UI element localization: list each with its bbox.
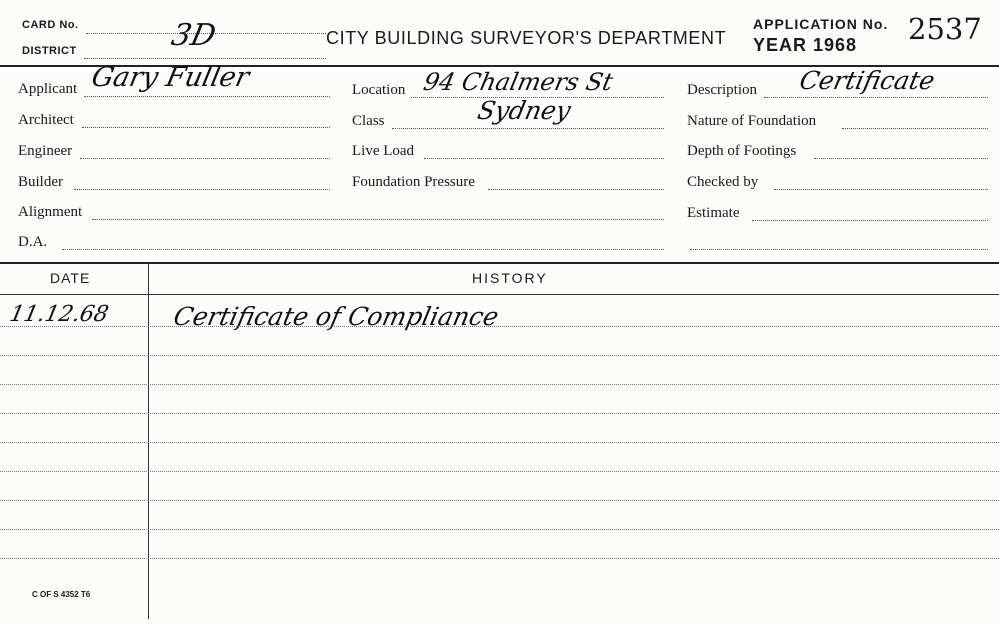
depth-of-footings-line xyxy=(814,158,988,159)
history-header-border xyxy=(0,294,999,295)
application-no-value: 2537 xyxy=(908,12,982,46)
history-entry-text: Certificate of Compliance xyxy=(170,302,502,331)
foundation-pressure-line xyxy=(488,189,664,190)
alignment-line xyxy=(92,219,664,220)
architect-line xyxy=(82,127,330,128)
history-header: HISTORY xyxy=(472,270,548,286)
da-line xyxy=(62,249,664,250)
year-label: YEAR 1968 xyxy=(753,35,858,55)
checked-by-line xyxy=(774,189,988,190)
description-label: Description xyxy=(687,82,757,98)
depth-of-footings-label: Depth of Footings xyxy=(687,143,797,159)
history-row-line xyxy=(0,471,999,472)
description-value: Certificate xyxy=(796,66,938,95)
applicant-value: Gary Fuller xyxy=(88,62,252,93)
estimate-line xyxy=(752,220,988,221)
class-label: Class xyxy=(352,113,385,129)
card-no-label: CARD No. xyxy=(22,19,79,31)
history-row-line xyxy=(0,500,999,501)
history-row-line xyxy=(0,326,999,327)
date-header: DATE xyxy=(50,270,91,286)
checked-by-label: Checked by xyxy=(687,174,759,190)
builder-label: Builder xyxy=(18,174,63,190)
nature-of-foundation-line xyxy=(842,128,988,129)
alignment-label: Alignment xyxy=(18,204,83,220)
applicant-label: Applicant xyxy=(18,81,78,97)
district-line xyxy=(84,58,326,59)
foundation-pressure-label: Foundation Pressure xyxy=(352,174,475,190)
form-code: C OF S 4352 T6 xyxy=(32,590,91,599)
estimate-label: Estimate xyxy=(687,205,740,221)
history-row-line xyxy=(0,384,999,385)
architect-label: Architect xyxy=(18,112,74,128)
history-row-line xyxy=(0,355,999,356)
builder-line xyxy=(74,189,330,190)
estimate-second-line xyxy=(690,249,988,250)
department-title: CITY BUILDING SURVEYOR'S DEPARTMENT xyxy=(326,28,727,48)
class-value: Sydney xyxy=(474,96,574,125)
applicant-line xyxy=(84,96,330,97)
history-entry-date: 11.12.68 xyxy=(7,302,111,327)
history-row-line xyxy=(0,558,999,559)
history-top-border xyxy=(0,262,999,264)
location-label: Location xyxy=(352,82,406,98)
engineer-label: Engineer xyxy=(18,143,73,159)
nature-of-foundation-label: Nature of Foundation xyxy=(687,113,817,129)
description-line xyxy=(764,97,988,98)
class-line xyxy=(392,128,664,129)
card-no-value: 3D xyxy=(168,18,219,53)
live-load-line xyxy=(424,158,664,159)
date-column-divider xyxy=(148,263,149,619)
location-value: 94 Chalmers St xyxy=(421,68,616,96)
history-row-line xyxy=(0,442,999,443)
engineer-line xyxy=(80,158,330,159)
da-label: D.A. xyxy=(18,234,48,250)
history-row-line xyxy=(0,529,999,530)
history-row-line xyxy=(0,413,999,414)
live-load-label: Live Load xyxy=(352,143,415,159)
district-label: DISTRICT xyxy=(22,45,77,57)
application-no-label: APPLICATION No. xyxy=(753,16,889,32)
